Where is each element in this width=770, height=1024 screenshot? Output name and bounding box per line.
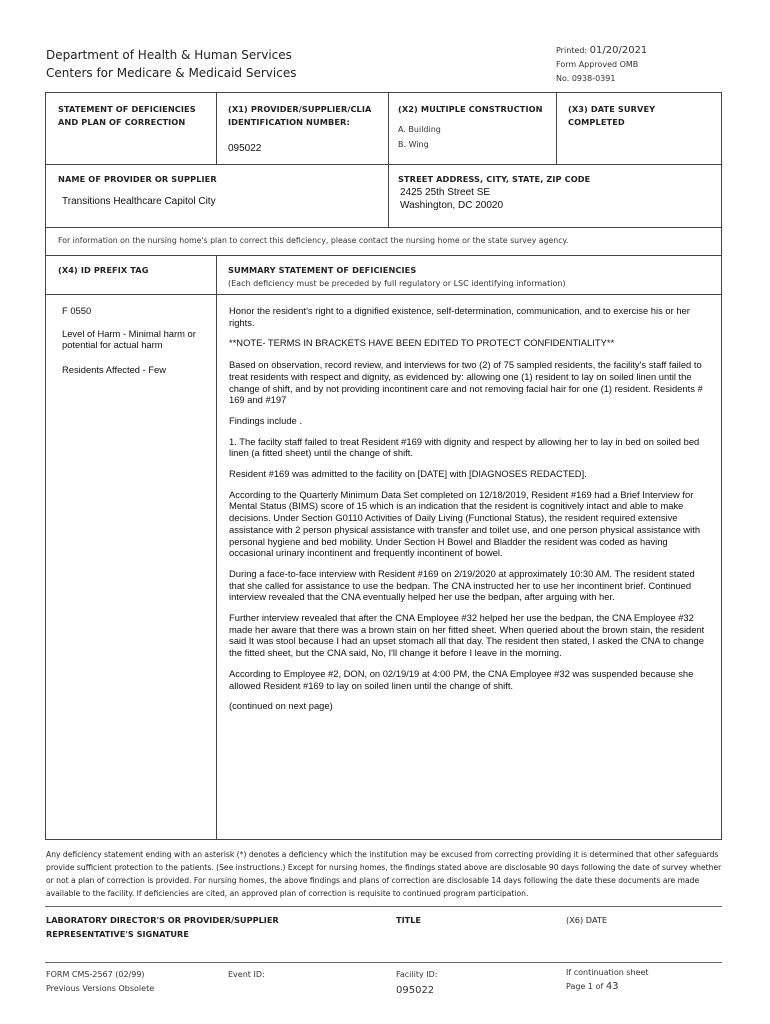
- address-line-2: Washington, DC 20020: [400, 200, 504, 211]
- form-number: FORM CMS-2567 (02/99): [46, 970, 145, 979]
- facility-id: [396, 968, 437, 998]
- divider: [388, 93, 389, 227]
- divider: [46, 227, 721, 228]
- info-line: For information on the nursing home's plan to correct this deficiency, please contact the nursing home or the state survey agency.: [58, 236, 569, 245]
- x2-building: A. Building: [398, 125, 441, 134]
- previous-versions: Previous Versions Obsolete: [46, 984, 155, 993]
- divider: [216, 93, 217, 164]
- body-paragraph: 1. The facilty staff failed to treat Resident #169 with dignity and respect by allowing her to lay in bed on soiled bed linen (a fitted sheet) until the change of shift.: [229, 435, 700, 459]
- continued-note: (continued on next page): [229, 700, 333, 712]
- divider: [45, 906, 722, 907]
- body-paragraph: **NOTE- TERMS IN BRACKETS HAVE BEEN EDITED TO PROTECT CONFIDENTIALITY**: [229, 337, 615, 349]
- statement-label: STATEMENT OF DEFICIENCIES AND PLAN OF CORRECTION: [58, 104, 196, 127]
- form-approval-block: [556, 44, 647, 86]
- agency-line-1: Department of Health & Human Services: [46, 48, 292, 62]
- provider-name: Transitions Healthcare Capitol City: [62, 196, 216, 207]
- address-label: STREET ADDRESS, CITY, STATE, ZIP CODE: [398, 174, 591, 184]
- page-label: Page 1 of: [566, 982, 604, 991]
- f-tag: F 0550: [62, 305, 92, 316]
- id-prefix-column: [62, 305, 212, 376]
- x6-date-label: (X6) DATE: [566, 915, 608, 925]
- level-of-harm: Level of Harm - Minimal harm or potential for actual harm: [62, 327, 196, 351]
- x2-wing: B. Wing: [398, 140, 429, 149]
- event-id-label: Event ID:: [228, 970, 265, 979]
- printed-date: 01/20/2021: [589, 45, 648, 56]
- form-approved: Form Approved OMB: [556, 60, 639, 69]
- page-total: 43: [605, 981, 619, 992]
- x2-label: (X2) MULTIPLE CONSTRUCTION: [398, 104, 543, 114]
- body-paragraph: Resident #169 was admitted to the facility on [DATE] with [DIAGNOSES REDACTED].: [229, 468, 587, 480]
- summary-body: [229, 305, 711, 721]
- summary-label: SUMMARY STATEMENT OF DEFICIENCIES: [228, 265, 417, 275]
- body-paragraph: Based on observation, record review, and interviews for two (2) of 75 sampled residents, the facility's staff failed to treat residents with respect and dignity, as evidenced by: allowing one (1) resident to lay on soiled linen until the change of shift, and by not providing incontinent care and not removing facial hair for one (1) resident. Residents # 169 and #197: [229, 359, 703, 406]
- provider-label: NAME OF PROVIDER OR SUPPLIER: [58, 174, 217, 184]
- facility-id-value: 095022: [396, 985, 435, 996]
- summary-sub: (Each deficiency must be preceded by full regulatory or LSC identifying information): [228, 279, 566, 288]
- divider: [556, 93, 557, 164]
- director-signature-label: LABORATORY DIRECTOR'S OR PROVIDER/SUPPLIER REPRESENTATIVE'S SIGNATURE: [46, 915, 279, 939]
- x1-label: (X1) PROVIDER/SUPPLIER/CLIA IDENTIFICATION NUMBER:: [228, 104, 372, 127]
- divider: [46, 164, 721, 165]
- body-paragraph: Honor the resident's right to a dignified existence, self-determination, communication, and to exercise his or her rights.: [229, 305, 690, 328]
- agency-header: [46, 46, 296, 82]
- footnote: Any deficiency statement ending with an asterisk (*) denotes a deficiency which the institution may be excused from correcting providing it is determined that other safeguards provide sufficient protection to the patients. (See instructions.) Except for nursing homes, the findings stated above are disclosable 90 days following the date of survey whether or not a plan of correction is provided. For nursing homes, the above findings and plans of correction are disclosable 14 days following the date these documents are made available to the facility. If deficiencies are cited, an approved plan of correction is requisite to continued program participation.: [46, 850, 722, 898]
- x3-label: (X3) DATE SURVEY COMPLETED: [568, 104, 656, 127]
- continuation-label: If continuation sheet: [566, 968, 649, 977]
- page-info: [566, 966, 649, 994]
- divider: [46, 255, 721, 256]
- body-paragraph: Findings include .: [229, 414, 302, 426]
- divider: [216, 255, 217, 840]
- body-paragraph: Further interview revealed that after the CNA Employee #32 helped her use the bedpan, the CNA Employee #32 made her aware that there was a brown stain on her fitted sheet. When queried about the brown stain, the resident said It was stool because I had an upset stomach all that day. The resident then stated, I asked the CNA to change the fitted sheet, but the CNA said, No, I'll change it before I leave in the morning.: [229, 612, 705, 659]
- deficiency-form: [45, 92, 722, 840]
- form-id: [46, 968, 154, 996]
- facility-id-label: Facility ID:: [396, 970, 438, 979]
- divider: [46, 294, 721, 295]
- residents-affected: Residents Affected - Few: [62, 364, 167, 376]
- x4-label: (X4) ID PREFIX TAG: [58, 265, 149, 275]
- divider: [45, 962, 722, 963]
- address-line-1: 2425 25th Street SE: [400, 187, 491, 198]
- body-paragraph: According to Employee #2, DON, on 02/19/19 at 4:00 PM, the CNA Employee #32 was suspended because she allowed Resident #169 to lay on soiled linen until the change of shift.: [229, 667, 694, 691]
- body-paragraph: According to the Quarterly Minimum Data Set completed on 12/18/2019, Resident #169 had a Brief Interview for Mental Status (BIMS) score of 15 which is an indication that the resident is cognitively intact and able to make decisions. Under Section G0110 Activities of Daily Living (Functional Status), the resident required extensive assistance with 2 person physical assistance with transfer and toilet use, and one person physical assistance with personal hygiene and bed mobility. Under Section H Bowel and Bladder the resident was coded as having occasional urinary incontinent and frequently incontinent of bowel.: [229, 488, 701, 559]
- title-label: TITLE: [396, 915, 422, 925]
- printed-label: Printed:: [556, 46, 588, 55]
- body-paragraph: During a face-to-face interview with Resident #169 on 2/19/2020 at approximately 10:30 AM. The resident stated that she called for assistance to use the bedpan. The CNA instructed her to use her incontinent brief. Continued interview revealed that the CNA eventually helped her use the bedpan, after arguing with her.: [229, 567, 695, 603]
- omb-number: No. 0938-0391: [556, 74, 616, 83]
- x1-value: 095022: [228, 143, 262, 154]
- agency-line-2: Centers for Medicare & Medicaid Services: [46, 66, 297, 80]
